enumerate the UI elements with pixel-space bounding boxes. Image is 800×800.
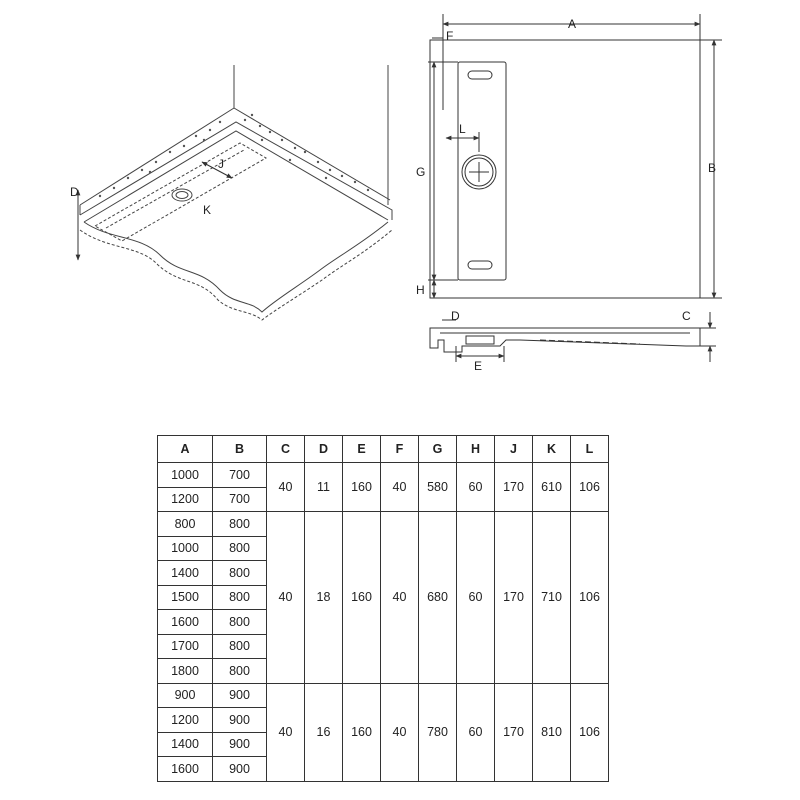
cell-a: 1600 [158, 610, 213, 635]
plan-label-f: F [446, 29, 454, 43]
cell-l: 106 [571, 463, 609, 512]
cell-f: 40 [381, 512, 419, 684]
cell-b: 800 [213, 610, 267, 635]
cell-f: 40 [381, 463, 419, 512]
cell-e: 160 [343, 683, 381, 781]
column-header-h: H [457, 436, 495, 463]
cell-k: 610 [533, 463, 571, 512]
cell-l: 106 [571, 512, 609, 684]
cell-j: 170 [495, 463, 533, 512]
cell-j: 170 [495, 512, 533, 684]
plan-dimension-b [700, 40, 722, 298]
column-header-b: B [213, 436, 267, 463]
cell-a: 900 [158, 683, 213, 708]
section-label-e: E [474, 359, 483, 373]
cell-c: 40 [267, 512, 305, 684]
plan-dimension-h [416, 280, 434, 298]
cell-b: 900 [213, 708, 267, 733]
cell-a: 1200 [158, 708, 213, 733]
column-header-a: A [158, 436, 213, 463]
column-header-l: L [571, 436, 609, 463]
cell-a: 1500 [158, 585, 213, 610]
isometric-view [80, 65, 392, 320]
cell-b: 900 [213, 732, 267, 757]
plan-label-b: B [708, 161, 717, 175]
cell-c: 40 [267, 683, 305, 781]
cell-b: 700 [213, 487, 267, 512]
column-header-f: F [381, 436, 419, 463]
cell-a: 800 [158, 512, 213, 537]
cell-a: 1000 [158, 463, 213, 488]
column-header-j: J [495, 436, 533, 463]
section-view [430, 328, 700, 352]
plan-dimension-f [432, 29, 453, 110]
iso-dimension-d [70, 185, 79, 260]
cell-k: 710 [533, 512, 571, 684]
column-header-g: G [419, 436, 457, 463]
cell-k: 810 [533, 683, 571, 781]
cell-j: 170 [495, 683, 533, 781]
plan-dimension-g [416, 62, 458, 280]
cell-h: 60 [457, 512, 495, 684]
column-header-d: D [305, 436, 343, 463]
cell-b: 800 [213, 659, 267, 684]
cell-g: 580 [419, 463, 457, 512]
column-header-c: C [267, 436, 305, 463]
column-header-k: K [533, 436, 571, 463]
cell-a: 1700 [158, 634, 213, 659]
iso-label-d: D [70, 185, 79, 199]
section-dimension-c [682, 309, 716, 362]
plan-dimension-l [446, 122, 479, 152]
cell-b: 800 [213, 512, 267, 537]
cell-a: 1400 [158, 732, 213, 757]
cell-b: 800 [213, 634, 267, 659]
cell-d: 18 [305, 512, 343, 684]
table-row [158, 683, 609, 708]
table-header-row [158, 436, 609, 463]
section-label-c: C [682, 309, 691, 323]
cell-h: 60 [457, 463, 495, 512]
cell-a: 1200 [158, 487, 213, 512]
cell-a: 1000 [158, 536, 213, 561]
cell-e: 160 [343, 463, 381, 512]
plan-view [430, 40, 700, 298]
iso-dimension-k [203, 203, 211, 217]
cell-h: 60 [457, 683, 495, 781]
section-dimension-e [456, 346, 504, 373]
cell-b: 800 [213, 561, 267, 586]
cell-d: 11 [305, 463, 343, 512]
cell-g: 780 [419, 683, 457, 781]
cell-l: 106 [571, 683, 609, 781]
cell-a: 1600 [158, 757, 213, 782]
cell-g: 680 [419, 512, 457, 684]
cell-b: 900 [213, 683, 267, 708]
table-row [158, 463, 609, 488]
dimensions-table [157, 435, 609, 782]
section-label-d: D [451, 309, 460, 323]
cell-a: 1800 [158, 659, 213, 684]
cell-f: 40 [381, 683, 419, 781]
plan-label-a: A [568, 17, 577, 31]
cell-b: 900 [213, 757, 267, 782]
plan-dimension-a [443, 14, 700, 40]
plan-label-h: H [416, 283, 425, 297]
iso-label-k: K [203, 203, 212, 217]
cell-c: 40 [267, 463, 305, 512]
iso-label-j: J [218, 157, 224, 171]
cell-b: 800 [213, 536, 267, 561]
iso-dimension-j [202, 157, 232, 178]
section-dimension-d [442, 309, 460, 323]
plan-label-l: L [459, 122, 466, 136]
plan-label-g: G [416, 165, 426, 179]
table-row [158, 512, 609, 537]
column-header-e: E [343, 436, 381, 463]
cell-b: 800 [213, 585, 267, 610]
cell-b: 700 [213, 463, 267, 488]
cell-d: 16 [305, 683, 343, 781]
cell-e: 160 [343, 512, 381, 684]
cell-a: 1400 [158, 561, 213, 586]
